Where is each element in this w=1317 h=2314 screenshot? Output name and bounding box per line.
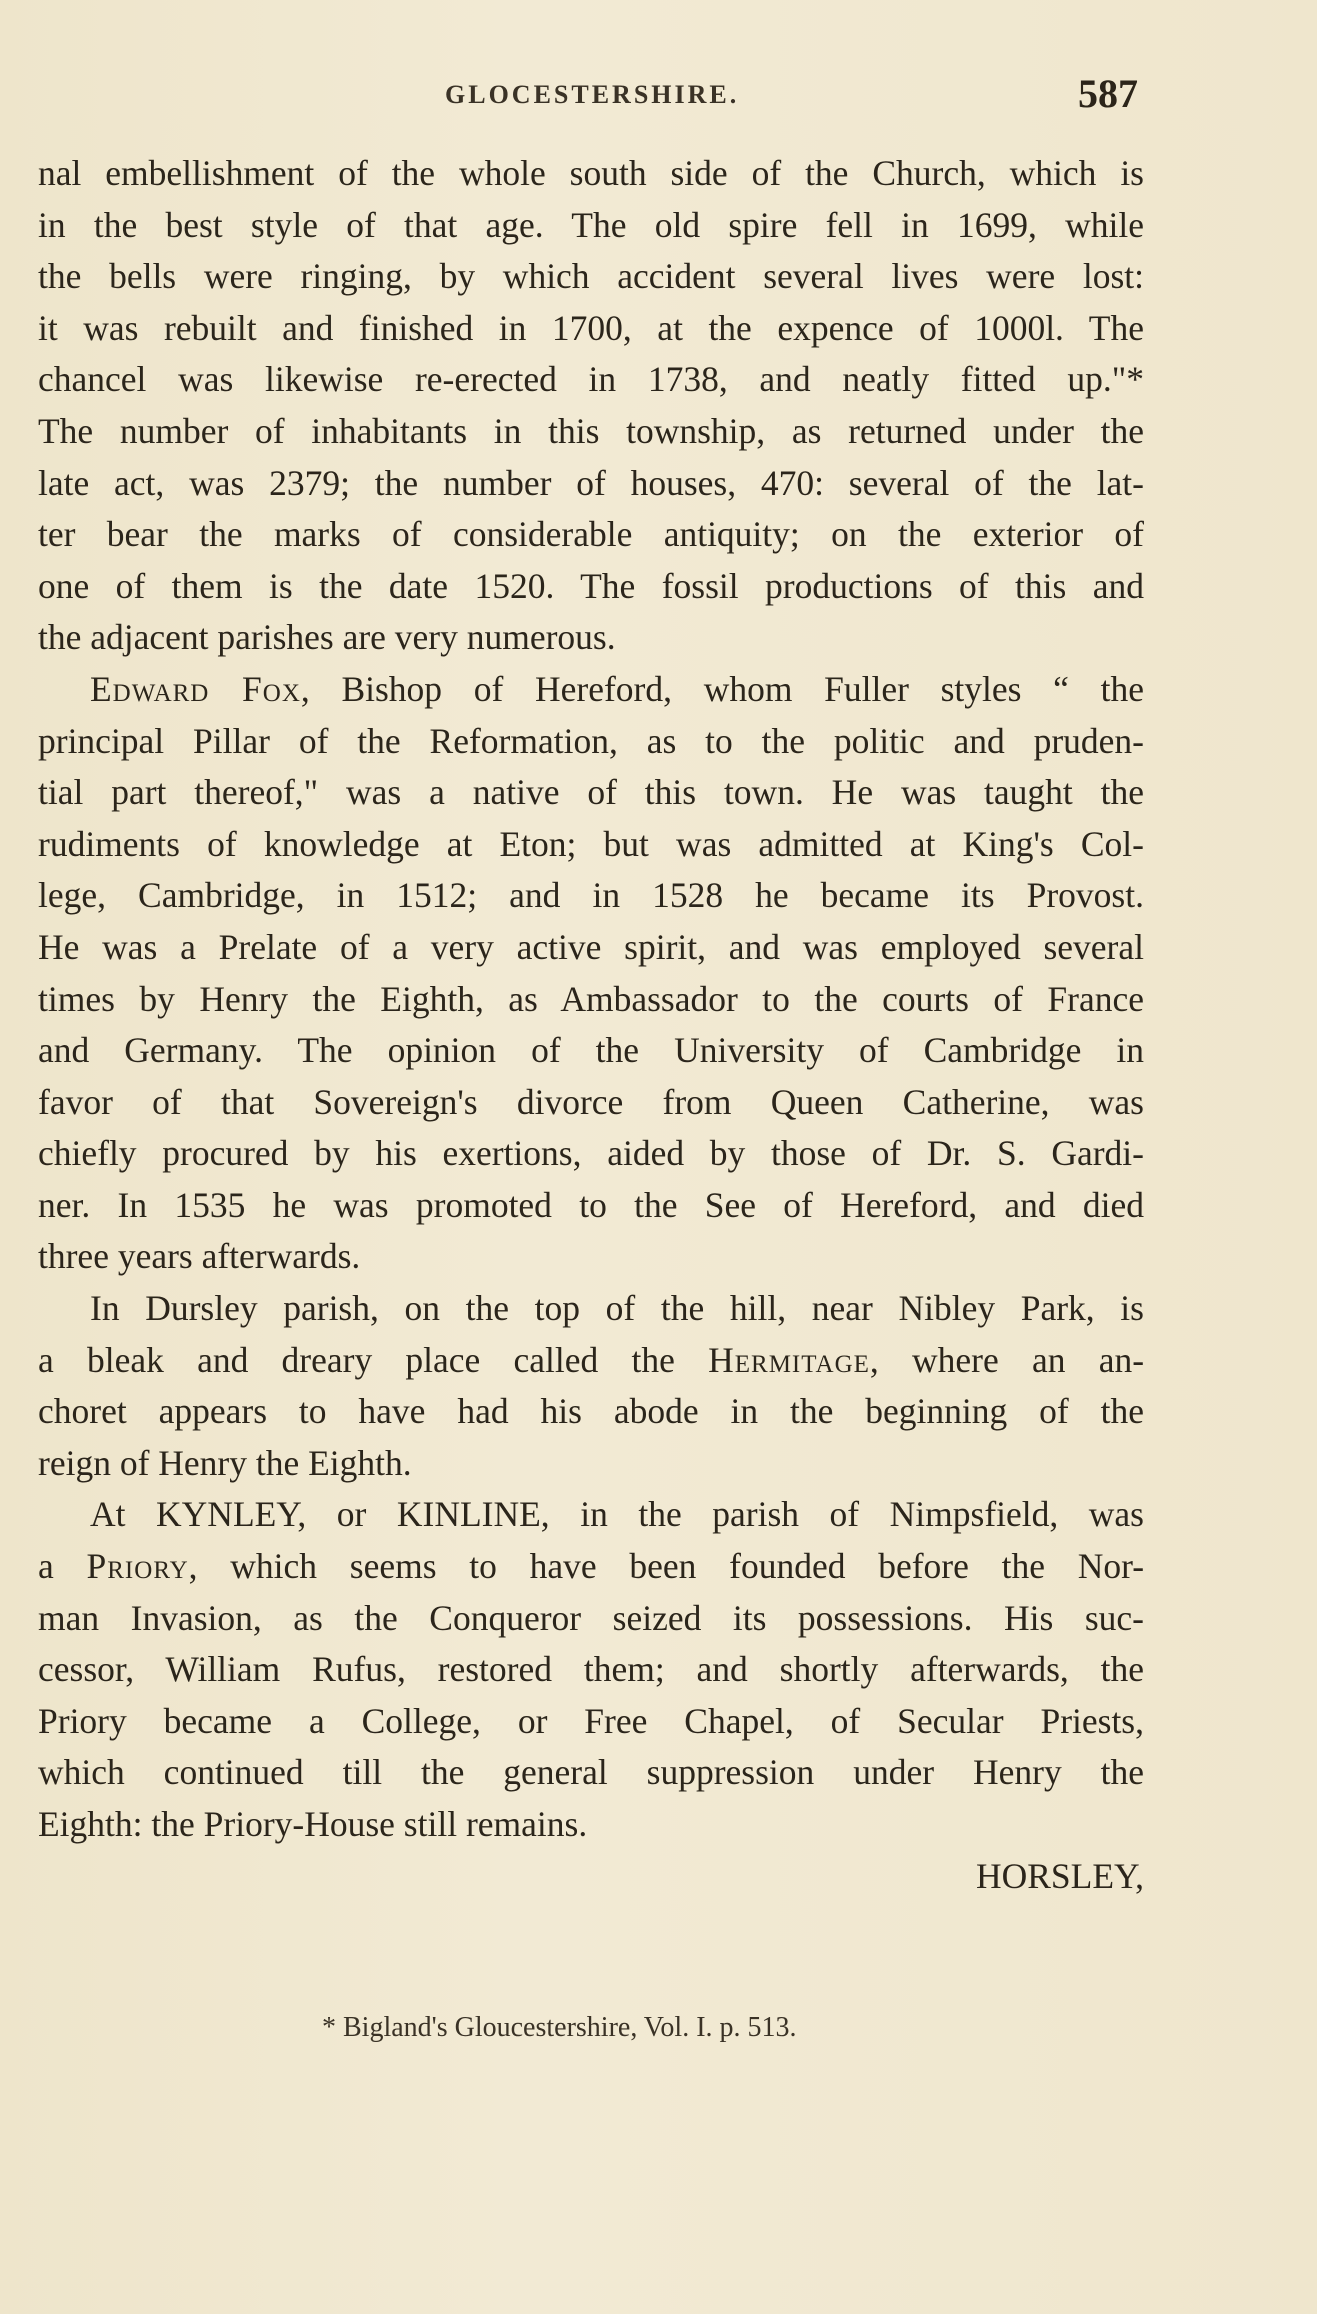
text-run: a bleak and dreary place called the (38, 1339, 675, 1380)
text-line: principal Pillar of the Reformation, as to the politic and pruden- (38, 720, 1144, 761)
text-line: the bells were ringing, by which accident several lives were lost: (38, 256, 1144, 297)
text-line: chiefly procured by his exertions, aided by those of Dr. S. Gardi- (38, 1133, 1144, 1174)
text-line: At KYNLEY, or KINLINE, in the parish of Nimpsfield, was (90, 1494, 1144, 1535)
text-line: and Germany. The opinion of the University of Cambridge in (38, 1030, 1144, 1071)
text-line: in the best style of that age. The old spire fell in 1699, while (38, 204, 1144, 245)
text-line: one of them is the date 1520. The fossil productions of this and (38, 565, 1144, 606)
body-text (38, 148, 1144, 1902)
text-line: Eighth: the Priory-House still remains. (38, 1804, 588, 1844)
place-name: Priory (86, 1546, 189, 1587)
person-name: Edward Fox (90, 668, 301, 709)
text-line (38, 1335, 1144, 1387)
page-number: 587 (1078, 71, 1138, 116)
text-line: it was rebuilt and finished in 1700, at the expence of 1000l. The (38, 307, 1144, 348)
text-line: three years afterwards. (38, 1236, 361, 1277)
text-line: chancel was likewise re-erected in 1738, and neatly fitted up."* (38, 359, 1144, 400)
text-line: ner. In 1535 he was promoted to the See of Hereford, and died (38, 1184, 1144, 1225)
text-run: , where an an- (869, 1339, 1145, 1380)
text-line (38, 1541, 1144, 1593)
running-title: GLOCESTERSHIRE. (445, 80, 740, 109)
text-line: times by Henry the Eighth, as Ambassador to the courts of France (38, 978, 1144, 1019)
text-line: rudiments of knowledge at Eton; but was admitted at King's Col- (38, 823, 1144, 864)
text-line: He was a Prelate of a very active spirit, and was employed several (38, 926, 1144, 967)
text-run: a (38, 1546, 54, 1587)
text-line: late act, was 2379; the number of houses, 470: several of the lat- (38, 462, 1144, 503)
text-line: reign of Henry the Eighth. (38, 1442, 412, 1483)
footnote: * Bigland's Gloucestershire, Vol. I. p. 513. (322, 2012, 797, 2043)
text-line (38, 664, 1144, 716)
text-line: cessor, William Rufus, restored them; and shortly afterwards, the (38, 1649, 1144, 1690)
text-run: , Bishop of Hereford, whom Fuller styles “ the (300, 668, 1144, 709)
text-line: Priory became a College, or Free Chapel, of Secular Priests, (38, 1700, 1144, 1741)
text-line: The number of inhabitants in this township, as returned under the (38, 410, 1144, 451)
text-line: favor of that Sovereign's divorce from Queen Catherine, was (38, 1081, 1144, 1122)
text-line: which continued till the general suppression under Henry the (38, 1752, 1144, 1793)
text-line: choret appears to have had his abode in the beginning of the (38, 1391, 1144, 1432)
place-name: Hermitage (708, 1339, 870, 1380)
text-line: man Invasion, as the Conqueror seized its possessions. His suc- (38, 1597, 1144, 1638)
catchword: HORSLEY, (975, 1855, 1144, 1896)
text-line: In Dursley parish, on the top of the hill, near Nibley Park, is (90, 1288, 1144, 1329)
running-head (0, 71, 1317, 124)
text-run: , which seems to have been founded before the Nor- (188, 1546, 1145, 1587)
text-line: the adjacent parishes are very numerous. (38, 617, 616, 658)
text-line: lege, Cambridge, in 1512; and in 1528 he became its Provost. (38, 875, 1144, 916)
text-line: ter bear the marks of considerable antiquity; on the exterior of (38, 514, 1144, 555)
text-line: nal embellishment of the whole south side of the Church, which is (38, 153, 1144, 193)
text-line: tial part thereof," was a native of this town. He was taught the (38, 772, 1144, 813)
